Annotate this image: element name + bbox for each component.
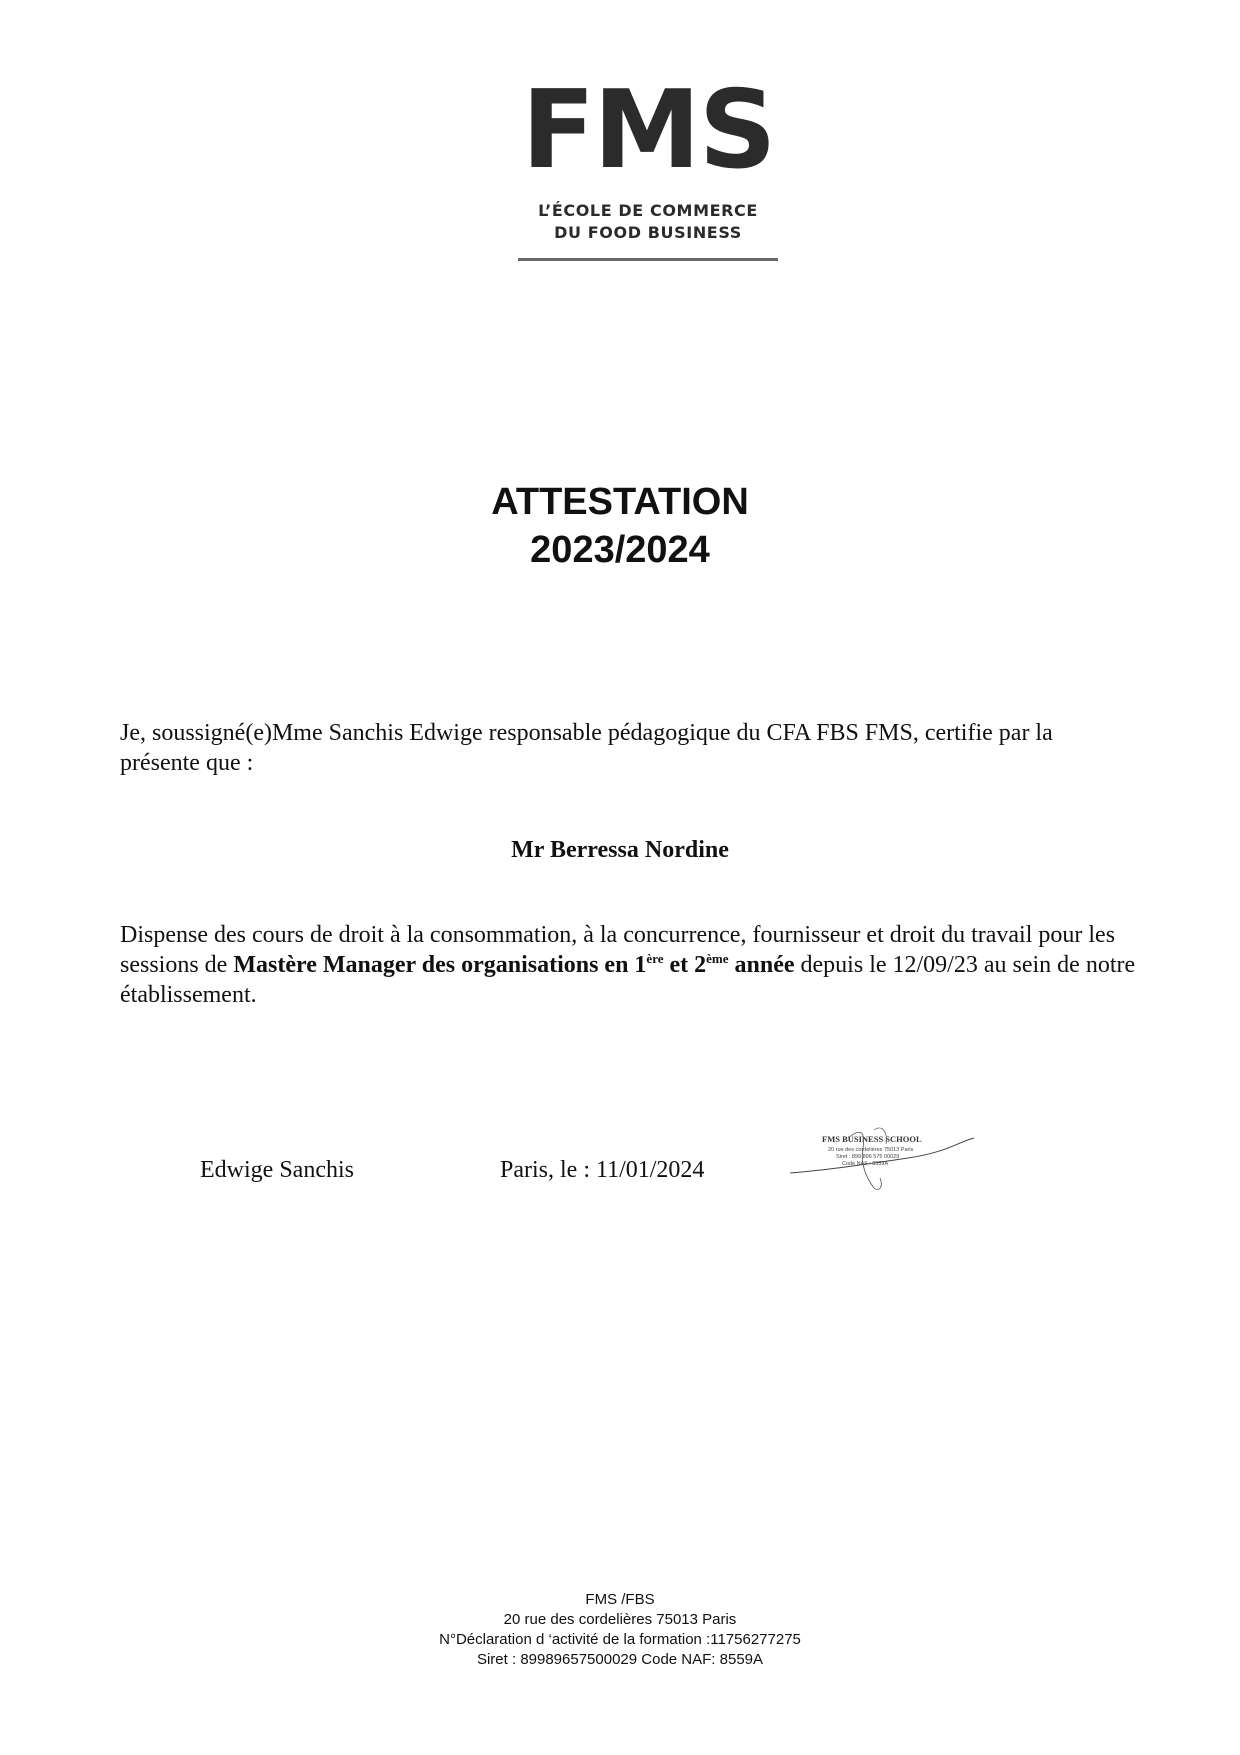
recipient-name: Mr Berressa Nordine [511,837,729,863]
logo-tagline-line2: DU FOOD BUSINESS [554,223,742,242]
program-name-part1: Mastère Manager des organisations en 1 [233,952,647,978]
title-heading: ATTESTATION [491,481,749,523]
second-year-suffix: ème [706,951,729,966]
signatory-name: Edwige Sanchis [200,1157,354,1183]
school-stamp-signature [788,1118,978,1198]
footer-siret: Siret : 89989657500029 Code NAF: 8559A [476,1651,764,1668]
footer-org: FMS /FBS [585,1591,655,1608]
program-name-part2: et 2 [663,952,707,978]
logo-underline [518,258,778,261]
logo-tagline-line1: L’ÉCOLE DE COMMERCE [538,201,758,220]
body-paragraph [120,920,1140,1010]
body-text-start: Dispense des cours de droit à la consommation, à la concurrence, fournisseur et droit du travail pour les sessions de [120,922,1116,978]
place-and-date: Paris, le : 11/01/2024 [500,1157,705,1183]
document-title [0,478,1240,574]
program-name-part3: année [728,952,795,978]
intro-paragraph: Je, soussigné(e)Mme Sanchis Edwige responsable pédagogique du CFA FBS FMS, certifie par la présente que : [120,720,1053,776]
logo-tagline [518,200,778,244]
title-year: 2023/2024 [530,529,710,571]
footer-address: 20 rue des cordelières 75013 Paris [503,1611,737,1628]
footer-declaration: N°Déclaration d ‘activité de la formation :11756277275 [439,1631,801,1648]
first-year-suffix: ère [646,951,664,966]
stamp-naf: Code NAF : 8559A [842,1161,889,1167]
school-logo [518,68,778,261]
stamp-title: FMS BUSINESS SCHOOL [822,1134,922,1144]
page-footer [0,1590,1240,1670]
stamp-address: 20 rue des cordelières 75013 Paris [828,1147,914,1153]
body-text-end: depuis le 12/09/23 au sein de notre établissement. [120,952,1136,1008]
program-name [233,952,794,978]
logo-mark: FMS [521,68,775,193]
stamp-siret: Siret : 899 896 575 00029 [836,1154,900,1160]
